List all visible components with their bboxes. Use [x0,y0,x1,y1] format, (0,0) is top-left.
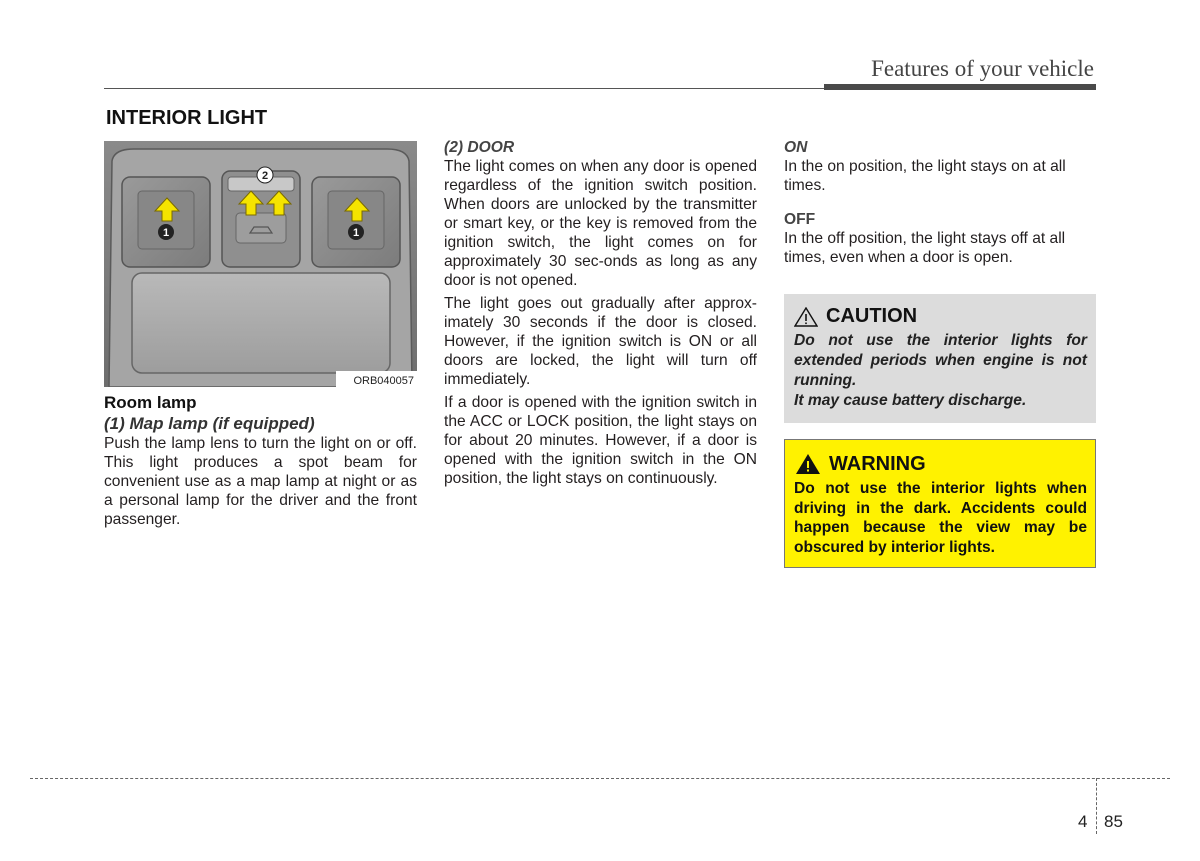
map-lamp-heading: (1) Map lamp (if equipped) [104,414,315,433]
door-paragraph-3: If a door is opened with the ignition switch in the ACC or LOCK position, the light stays on for about 20 minutes. However, if a door is opened with the ignition switch in the ON position, the light stays on continuously. [444,394,757,487]
column-room-lamp [104,393,417,529]
on-body: In the on position, the light stays on at all times. [784,158,1066,194]
column-door [444,138,757,488]
caution-body [794,331,1087,411]
caution-line-1: Do not use the interior lights for extended periods when engine is not running. [794,332,1087,389]
chapter-number: 4 [1078,812,1088,831]
callout-2: 2 [261,170,269,182]
footer-rule [30,778,1170,779]
section-title: INTERIOR LIGHT [106,107,268,129]
on-heading: ON [784,139,808,156]
callout-1-right: 1 [352,227,360,239]
illustration-code: ORB040057 [353,375,414,387]
page-header-title: Features of your vehicle [871,56,1094,81]
caution-box [784,294,1096,423]
caution-line-2: It may cause battery discharge. [794,392,1027,409]
door-paragraph-2: The light goes out gradually after approx-imately 30 seconds if the door is closed. However, if the ignition switch is ON or all doors are locked, the light will turn off immediately. [444,295,757,388]
map-lamp-body: Push the lamp lens to turn the light on or off. This light produces a spot beam for convenient use as a map lamp at night or as a personal lamp for the driver and the front passenger. [104,435,417,528]
warning-box [784,439,1096,568]
warning-triangle-icon [795,453,821,475]
door-paragraph-1: The light comes on when any door is opened regardless of the ignition switch position. When doors are unlocked by the transmitter or smart key, or the key is removed from the ignition switch, the light comes on for approximately 30 sec-onds as long as any door is not opened. [444,158,757,289]
caution-triangle-icon [794,307,818,327]
footer-divider [1096,778,1097,834]
off-heading: OFF [784,211,816,228]
page-number: 85 [1104,812,1123,831]
caution-title: CAUTION [826,305,918,327]
warning-title: WARNING [829,453,926,475]
callout-1-left: 1 [162,227,170,239]
column-on-off [784,138,1096,267]
header-rule-accent [824,84,1096,90]
room-lamp-heading: Room lamp [104,393,197,412]
room-lamp-illustration [104,141,417,387]
off-body: In the off position, the light stays off at all times, even when a door is open. [784,230,1066,266]
warning-body: Do not use the interior lights when driving in the dark. Accidents could happen because the view may be obscured by interior lights. [794,480,1087,556]
door-heading: (2) DOOR [444,139,515,156]
